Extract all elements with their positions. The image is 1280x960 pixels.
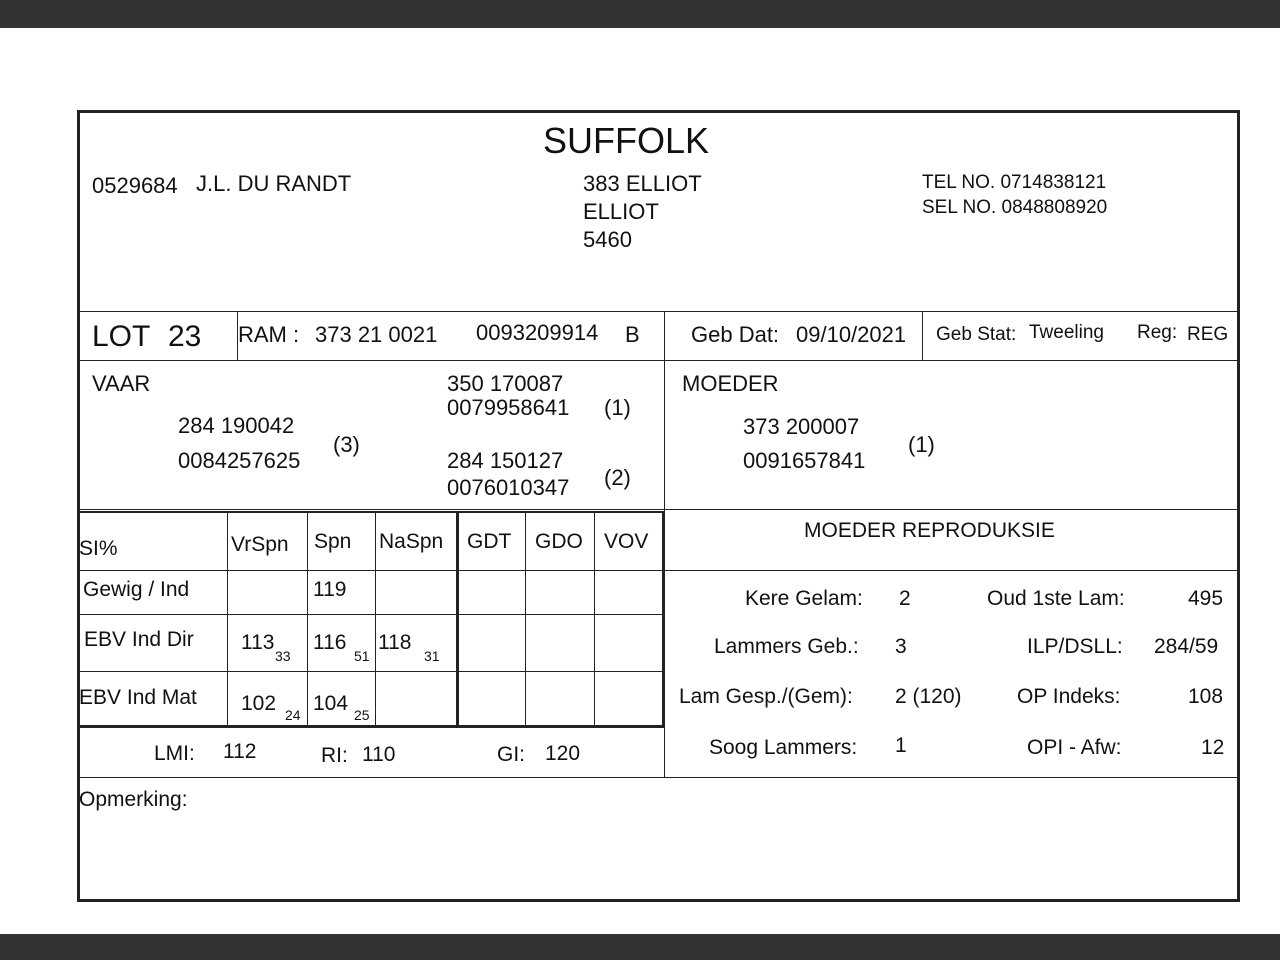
dam-code: 0091657841: [743, 448, 866, 473]
sire-label: VAAR: [92, 371, 151, 396]
sire-dam-code: 0076010347: [447, 475, 570, 500]
kere-gelam-value: 2: [899, 587, 911, 610]
oud-lam-value: 495: [1188, 587, 1224, 610]
dam-grade: (1): [908, 432, 935, 457]
sire-sire-code: 0079958641: [447, 395, 570, 420]
postal-code: 5460: [583, 227, 632, 252]
cell-dir-spn-accuracy: 51: [354, 648, 370, 664]
cell-dir-naspn-accuracy: 31: [424, 648, 440, 664]
cell-weight-spn: 119: [313, 578, 347, 601]
divider-pedigree: [79, 509, 1237, 510]
sire-sire-grade: (1): [604, 395, 631, 420]
oud-lam-label: Oud 1ste Lam:: [987, 587, 1125, 610]
col-header-vov: VOV: [604, 530, 649, 553]
gi-label: GI:: [497, 743, 526, 766]
ram-number: 373 21 0021: [315, 322, 438, 347]
divider-lot-row: [79, 360, 1237, 361]
lammers-geb-value: 3: [895, 635, 907, 658]
address-line-1: 383 ELLIOT: [583, 171, 702, 196]
ri-label: RI:: [321, 744, 348, 767]
gi-value: 120: [545, 742, 581, 765]
frame-top: [77, 110, 1240, 113]
col-header-naspn: NaSpn: [379, 530, 444, 553]
breeder-name: J.L. DU RANDT: [196, 171, 352, 196]
cell-mat-vrspn-accuracy: 24: [285, 707, 301, 723]
dam-label: MOEDER: [682, 371, 779, 396]
divider-table-bottom: [79, 777, 1237, 778]
birth-status-label: Geb Stat:: [936, 324, 1017, 345]
sire-sire-number: 350 170087: [447, 371, 564, 396]
ram-label: RAM :: [238, 322, 300, 347]
table-row-line-1: [79, 570, 665, 571]
dam-repro-title: MOEDER REPRODUKSIE: [804, 519, 1055, 542]
sire-dam-number: 284 150127: [447, 448, 564, 473]
row-label-ebv-mat: EBV Ind Mat: [79, 686, 197, 709]
kere-gelam-label: Kere Gelam:: [745, 587, 863, 610]
table-col-line-3: [375, 512, 376, 727]
ram-reg-code: 0093209914: [476, 320, 599, 345]
table-top-border: [79, 511, 665, 513]
ilp-label: ILP/DSLL:: [1027, 635, 1123, 658]
lam-gesp-label: Lam Gesp./(Gem):: [679, 685, 853, 708]
cell-mat-vrspn: 102: [241, 692, 277, 715]
sire-dam-grade: (2): [604, 465, 631, 490]
op-indeks-value: 108: [1188, 685, 1224, 708]
table-row-line-3: [79, 671, 665, 672]
frame-bottom: [77, 899, 1240, 902]
opi-afw-label: OPI - Afw:: [1027, 736, 1122, 759]
cell-dir-vrspn-accuracy: 33: [275, 648, 291, 664]
lmi-value: 112: [223, 740, 257, 763]
cell-dir-vrspn: 113: [241, 631, 275, 654]
table-bottom-border: [79, 725, 665, 728]
row-label-ebv-dir: EBV Ind Dir: [84, 628, 194, 651]
ri-value: 110: [362, 743, 396, 766]
table-col-line-6: [594, 512, 595, 727]
sel-number: SEL NO. 0848808920: [922, 197, 1108, 218]
table-col-line-1: [227, 512, 228, 727]
lot-number: 23: [168, 320, 202, 353]
lot-label: LOT: [92, 320, 151, 353]
col-header-spn: Spn: [314, 530, 352, 553]
table-row-line-2: [79, 614, 665, 615]
table-col-line-5: [525, 512, 526, 727]
sire-code: 0084257625: [178, 448, 301, 473]
table-corner-label: SI%: [79, 537, 118, 560]
col-header-gdo: GDO: [535, 530, 583, 553]
dam-number: 373 200007: [743, 414, 860, 439]
birth-date: 09/10/2021: [796, 322, 907, 347]
birth-date-label: Geb Dat:: [691, 322, 780, 347]
ram-grade: B: [625, 322, 640, 347]
cell-dir-spn: 116: [313, 631, 347, 654]
reg-value: REG: [1187, 324, 1229, 345]
bottom-bar: [0, 934, 1280, 960]
row-label-weight: Gewig / Ind: [83, 578, 190, 601]
table-right-border: [662, 512, 665, 727]
tel-number: TEL NO. 0714838121: [922, 172, 1107, 193]
col-header-gdt: GDT: [467, 530, 512, 553]
address-line-2: ELLIOT: [583, 199, 659, 224]
divider-date-status: [922, 311, 923, 361]
op-indeks-label: OP Indeks:: [1017, 685, 1121, 708]
cell-mat-spn: 104: [313, 692, 349, 715]
opi-afw-value: 12: [1201, 736, 1225, 759]
divider-header: [79, 311, 1237, 312]
cell-dir-naspn: 118: [378, 631, 412, 654]
col-header-vrspn: VrSpn: [231, 533, 289, 556]
breeder-id: 0529684: [92, 173, 178, 198]
reg-label: Reg:: [1137, 322, 1178, 343]
top-bar: [0, 0, 1280, 28]
frame-left: [77, 110, 80, 902]
soog-lammers-label: Soog Lammers:: [709, 736, 858, 759]
divider-repro-title: [664, 570, 1237, 571]
remarks-label: Opmerking:: [79, 788, 188, 811]
birth-status: Tweeling: [1029, 322, 1104, 343]
table-col-line-4: [456, 512, 459, 727]
lmi-label: LMI:: [154, 742, 195, 765]
breed-title: SUFFOLK: [543, 120, 710, 161]
sire-grade: (3): [333, 432, 360, 457]
lam-gesp-value: 2 (120): [895, 685, 962, 708]
ilp-value: 284/59: [1154, 635, 1219, 658]
frame-right: [1237, 110, 1240, 902]
sire-number: 284 190042: [178, 413, 295, 438]
soog-lammers-value: 1: [895, 734, 907, 757]
table-col-line-2: [307, 512, 308, 727]
cell-mat-spn-accuracy: 25: [354, 707, 370, 723]
lammers-geb-label: Lammers Geb.:: [714, 635, 859, 658]
